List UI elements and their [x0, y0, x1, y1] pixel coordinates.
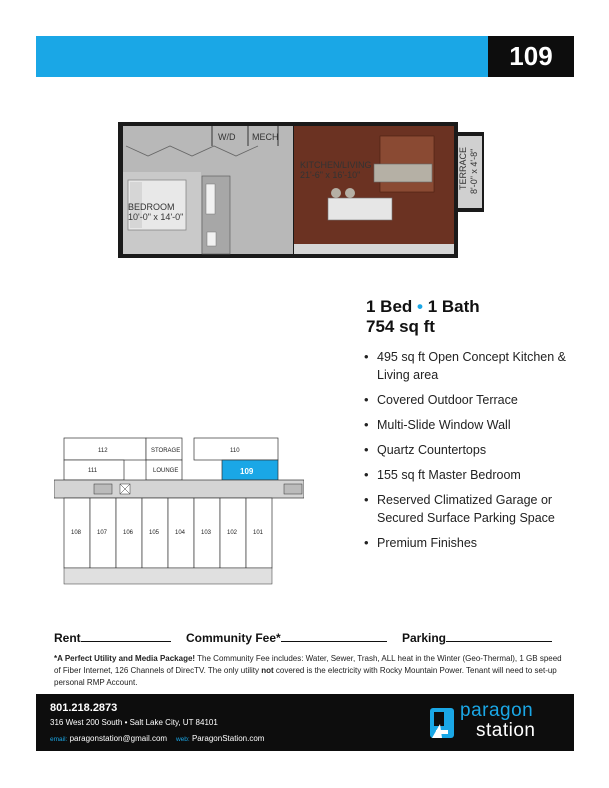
shower-icon	[206, 184, 215, 214]
stool-icon	[331, 188, 341, 198]
label-bedroom-dims: 10'-0" x 14'-0"	[128, 212, 184, 222]
label-104: 104	[175, 530, 186, 536]
label-111: 111	[88, 468, 98, 474]
label-terrace-dims: 8'-0" x 4'-8"	[469, 148, 479, 194]
label-lounge: LOUNGE	[153, 468, 179, 474]
utility-disclaimer	[54, 653, 564, 689]
unit-size: 754 sq ft	[366, 317, 435, 336]
label-mech: MECH	[252, 132, 279, 142]
bed-bath-heading	[366, 297, 480, 317]
email-link[interactable]: paragonstation@gmail.com	[69, 734, 168, 743]
feature-item: • Covered Outdoor Terrace	[358, 391, 588, 409]
label-bedroom: BEDROOM	[128, 202, 175, 212]
label-wd: W/D	[218, 132, 236, 142]
stool-icon-2	[345, 188, 355, 198]
label-103: 103	[201, 530, 212, 536]
unit-floorplan	[118, 120, 486, 260]
baths: 1 Bath	[427, 297, 480, 316]
label-101: 101	[253, 530, 264, 536]
parking-blank[interactable]	[446, 630, 552, 642]
disclaimer-not: not	[261, 666, 274, 675]
corridor	[54, 480, 304, 498]
footer	[36, 694, 574, 751]
unit-number: 109	[509, 41, 553, 71]
label-kitchen: KITCHEN/LIVING	[300, 160, 372, 170]
label-112: 112	[98, 448, 108, 454]
label-107: 107	[97, 530, 108, 536]
web-label: web:	[175, 736, 190, 743]
feature-item: • 155 sq ft Master Bedroom	[358, 466, 588, 484]
label-kitchen-dims: 21'-6" x 16'-10"	[300, 170, 361, 180]
rent-field[interactable]	[54, 630, 171, 645]
feature-item: • Premium Finishes	[358, 534, 588, 552]
disclaimer-lead: *A Perfect Utility and Media Package!	[54, 654, 196, 663]
rent-label: Rent	[54, 631, 81, 645]
stair-icon	[94, 484, 112, 494]
parking-field[interactable]	[402, 630, 552, 645]
kitchen-counter-icon	[294, 244, 454, 254]
web-link[interactable]: ParagonStation.com	[191, 734, 265, 743]
community-fee-blank[interactable]	[281, 630, 387, 642]
parking-label: Parking	[402, 631, 447, 645]
lease-form-row	[54, 630, 564, 646]
unit-number-badge	[488, 36, 574, 77]
community-fee-label: Community Fee*	[186, 631, 281, 645]
sofa-icon	[374, 164, 432, 182]
label-110: 110	[230, 448, 240, 454]
patio-strip	[64, 568, 272, 584]
feature-item: • Multi-Slide Window Wall	[358, 416, 588, 434]
logo-line-1: paragon	[460, 700, 534, 721]
kitchen-island-icon	[328, 198, 392, 220]
feature-item: • Quartz Countertops	[358, 441, 588, 459]
label-108: 108	[71, 530, 82, 536]
label-105: 105	[149, 530, 160, 536]
toilet-icon	[207, 232, 216, 246]
feature-item: • Reserved Climatized Garage or Secured Surface Parking Space	[358, 491, 588, 527]
feature-list	[358, 348, 588, 559]
label-109: 109	[240, 467, 254, 476]
label-storage: STORAGE	[151, 448, 181, 454]
paragon-logo-icon	[428, 704, 456, 742]
beds: 1 Bed	[366, 297, 413, 316]
logo-line-2: station	[476, 720, 536, 741]
label-102: 102	[227, 530, 238, 536]
separator-dot: •	[417, 297, 423, 316]
label-106: 106	[123, 530, 134, 536]
site-plan	[54, 434, 304, 624]
phone-number[interactable]: 801.218.2873	[50, 702, 118, 714]
address: 316 West 200 South • Salt Lake City, UT 84101	[50, 718, 218, 727]
label-terrace: TERRACE	[458, 146, 468, 190]
rent-blank[interactable]	[81, 630, 171, 642]
disclaimer-body-2: covered is the electricity with Rocky Mountain Power. Tenant will need to set-up personal RMP Account.	[54, 666, 557, 687]
stair-icon-2	[284, 484, 302, 494]
feature-item: • 495 sq ft Open Concept Kitchen & Living area	[358, 348, 588, 384]
community-fee-field[interactable]	[186, 630, 387, 645]
header-bar	[36, 36, 488, 77]
disclaimer-body-1: The Community Fee includes: Water, Sewer, Trash, ALL heat in the Winter (Geo-Thermal), 1 GB speed of Fiber Internet, 126 Channels of DirecTV. The only utility	[54, 654, 562, 675]
contact-line	[50, 734, 264, 743]
email-label: email:	[50, 736, 68, 743]
